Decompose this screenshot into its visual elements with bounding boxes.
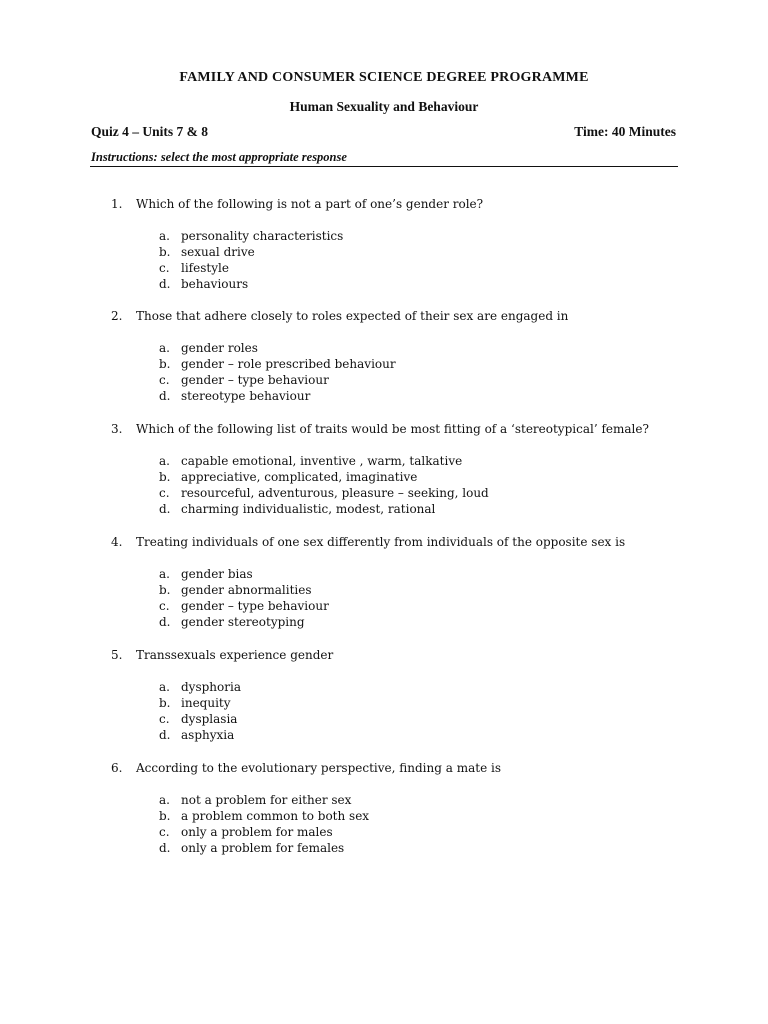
option-text: gender abnormalities — [181, 583, 312, 597]
option-letter: d. — [159, 615, 171, 629]
option-letter: a. — [159, 680, 170, 694]
option-letter: d. — [159, 389, 171, 403]
option-text: capable emotional, inventive , warm, talkative — [181, 454, 463, 468]
option-letter: c. — [159, 599, 170, 613]
option-letter: d. — [159, 277, 171, 291]
option-text: charming individualistic, modest, rational — [181, 502, 436, 516]
option-letter: b. — [159, 357, 171, 371]
option-letter: b. — [159, 809, 171, 823]
option-text: gender – type behaviour — [181, 373, 329, 387]
option-letter: b. — [159, 696, 171, 710]
option-text: gender – type behaviour — [181, 599, 329, 613]
option-letter: b. — [159, 245, 171, 259]
option-letter: a. — [159, 229, 170, 243]
option-text: dysphoria — [181, 680, 241, 694]
option-letter: d. — [159, 502, 171, 516]
question-number: 3. — [111, 422, 123, 436]
option-text: appreciative, complicated, imaginative — [181, 470, 418, 484]
option-text: not a problem for either sex — [181, 793, 352, 807]
option-text: behaviours — [181, 277, 249, 291]
option-text: asphyxia — [181, 728, 235, 742]
option-letter: d. — [159, 728, 171, 742]
option-text: inequity — [181, 696, 231, 710]
option-text: stereotype behaviour — [181, 389, 311, 403]
option-letter: a. — [159, 793, 170, 807]
question-number: 2. — [111, 309, 123, 323]
option-text: only a problem for males — [181, 825, 333, 839]
option-text: lifestyle — [181, 261, 229, 275]
option-text: gender bias — [181, 567, 253, 581]
header-divider — [90, 166, 678, 167]
option-letter: c. — [159, 825, 170, 839]
option-text: only a problem for females — [181, 841, 345, 855]
question-number: 5. — [111, 648, 123, 662]
question-number: 1. — [111, 197, 123, 211]
option-text: gender stereotyping — [181, 615, 305, 629]
option-letter: b. — [159, 470, 171, 484]
option-text: personality characteristics — [181, 229, 344, 243]
option-letter: a. — [159, 454, 170, 468]
quiz-meta-row — [91, 124, 676, 140]
option-text: a problem common to both sex — [181, 809, 370, 823]
option-letter: c. — [159, 373, 170, 387]
question-text: Transsexuals experience gender — [136, 648, 334, 662]
question-text: Treating individuals of one sex differently from individuals of the opposite sex is — [136, 535, 626, 549]
option-letter: c. — [159, 486, 170, 500]
question-text: Which of the following is not a part of one’s gender role? — [136, 197, 484, 211]
option-letter: a. — [159, 341, 170, 355]
option-letter: b. — [159, 583, 171, 597]
question-text: Which of the following list of traits would be most fitting of a ‘stereotypical’ female? — [136, 422, 649, 436]
question-number: 4. — [111, 535, 123, 549]
quiz-label: Quiz 4 – Units 7 & 8 — [91, 124, 209, 139]
option-text: gender roles — [181, 341, 258, 355]
course-title: Human Sexuality and Behaviour — [289, 99, 479, 114]
question-text: According to the evolutionary perspective, finding a mate is — [136, 761, 501, 775]
instructions: Instructions: select the most appropriate response — [91, 150, 347, 164]
option-text: dysplasia — [181, 712, 238, 726]
option-letter: c. — [159, 261, 170, 275]
option-text: resourceful, adventurous, pleasure – seeking, loud — [181, 486, 489, 500]
option-letter: d. — [159, 841, 171, 855]
option-letter: a. — [159, 567, 170, 581]
option-text: gender – role prescribed behaviour — [181, 357, 396, 371]
time-label: Time: 40 Minutes — [574, 124, 676, 139]
programme-title: FAMILY AND CONSUMER SCIENCE DEGREE PROGRAMME — [179, 70, 589, 85]
question-number: 6. — [111, 761, 123, 775]
option-text: sexual drive — [181, 245, 255, 259]
question-text: Those that adhere closely to roles expected of their sex are engaged in — [136, 309, 569, 323]
option-letter: c. — [159, 712, 170, 726]
